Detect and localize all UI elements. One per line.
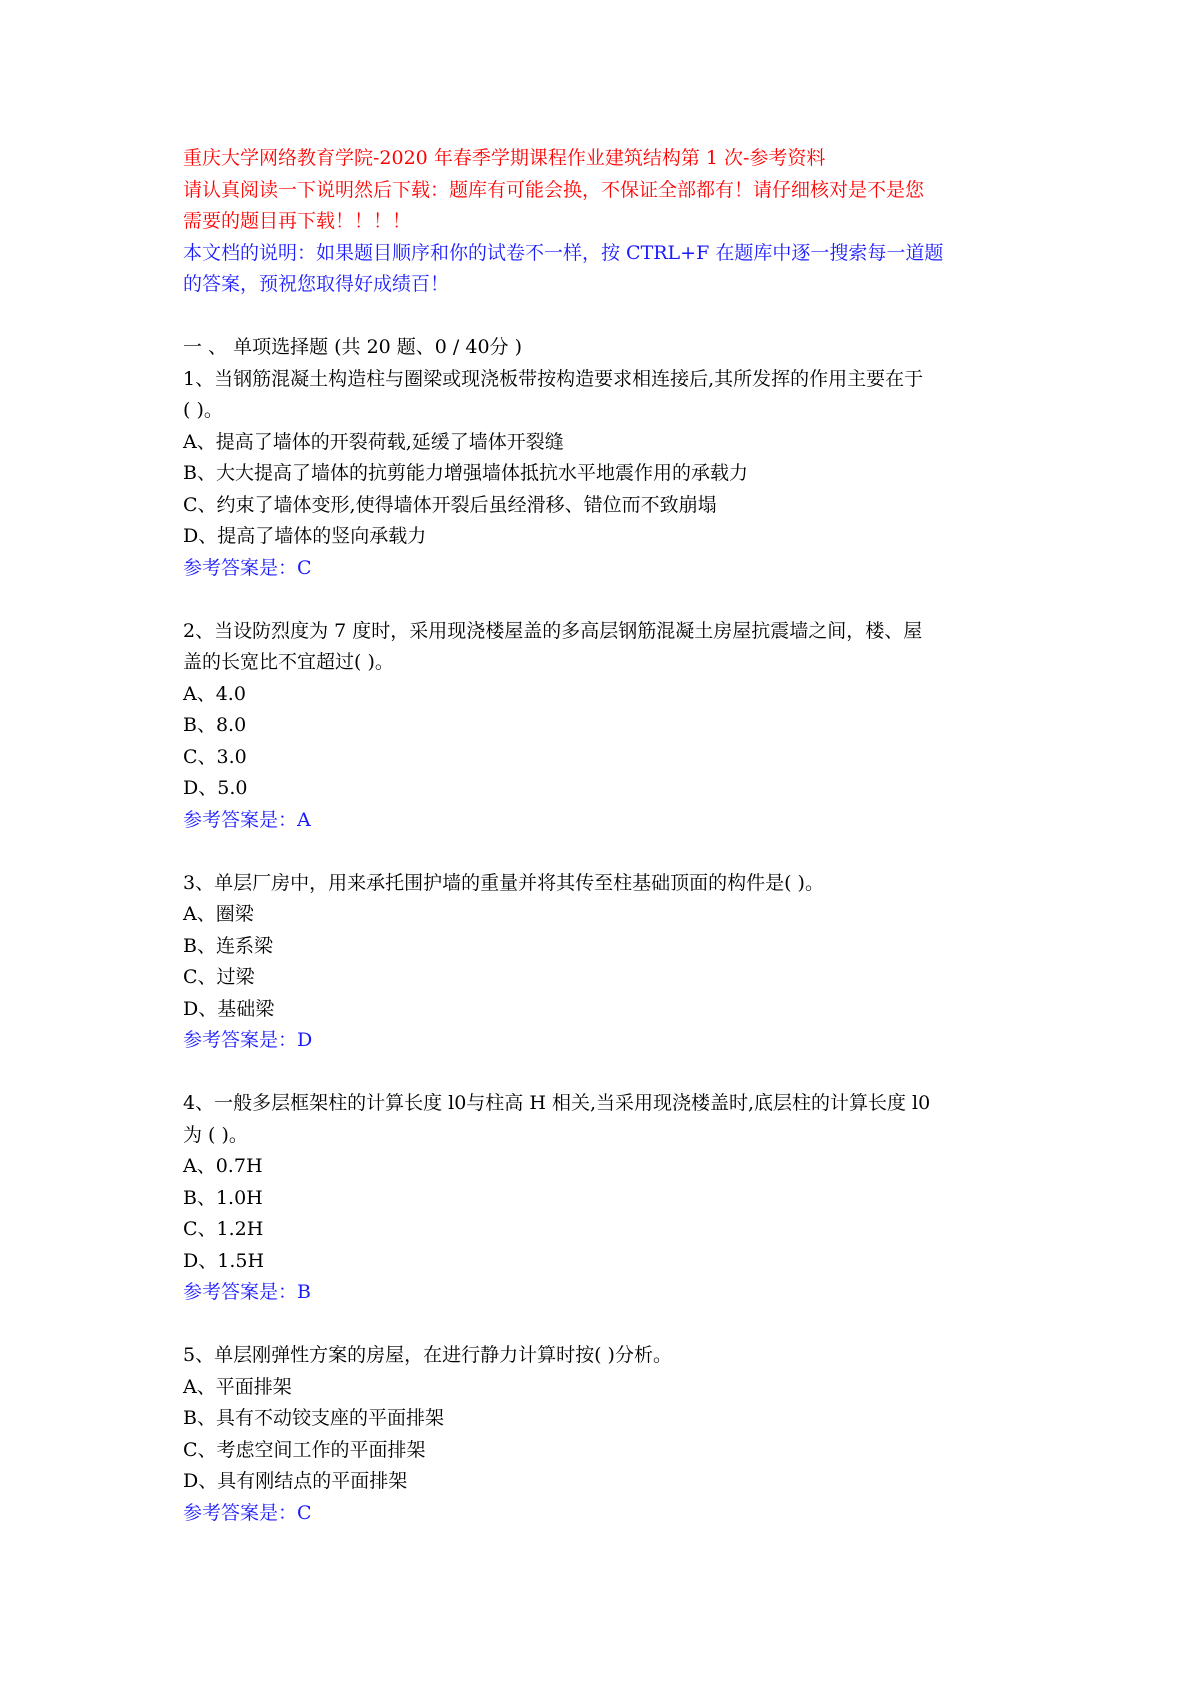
option-a: A、圈梁 [183,903,254,925]
option-b: B、1.0H [183,1186,263,1209]
download-notice-line-1: 请认真阅读一下说明然后下载：题库有可能会换，不保证全部都有！请仔细核对是不是您 [183,178,925,201]
reference-answer: 参考答案是：B [183,1281,311,1303]
option-a: A、4.0 [183,682,246,705]
option-d: D、5.0 [183,777,248,799]
spacer [183,1309,1013,1341]
reference-answer: 参考答案是：D [183,1029,313,1051]
option-c: C、3.0 [183,745,247,768]
question-stem-continued: ( )。 [183,399,223,421]
spacer [183,836,1013,868]
reference-answer: 参考答案是：A [183,808,311,831]
document-description-line-2: 的答案，预祝您取得好成绩百！ [183,273,450,295]
question-2 [183,616,1013,837]
question-stem: 5、单层刚弹性方案的房屋，在进行静力计算时按( )分析。 [183,1344,672,1366]
question-1 [183,364,1013,585]
option-c: C、约束了墙体变形,使得墙体开裂后虽经滑移、错位而不致崩塌 [183,493,717,516]
question-stem: 1、当钢筋混凝土构造柱与圈梁或现浇板带按构造要求相连接后,其所发挥的作用主要在于 [183,367,924,390]
option-d: D、具有刚结点的平面排架 [183,1470,408,1492]
option-c: C、过梁 [183,966,255,988]
option-a: A、提高了墙体的开裂荷载,延缓了墙体开裂缝 [183,430,564,453]
question-stem: 3、单层厂房中，用来承托围护墙的重量并将其传至柱基础顶面的构件是( )。 [183,871,824,894]
document-page [183,143,1013,1529]
spacer [183,584,1013,616]
option-d: D、1.5H [183,1249,265,1272]
option-b: B、8.0 [183,714,247,736]
question-stem: 2、当设防烈度为 7 度时，采用现浇楼屋盖的多高层钢筋混凝土房屋抗震墙之间，楼、屋 [183,619,923,642]
option-b: B、大大提高了墙体的抗剪能力增强墙体抵抗水平地震作用的承载力 [183,462,748,484]
option-d: D、提高了墙体的竖向承载力 [183,525,427,547]
option-a: A、平面排架 [183,1375,292,1398]
document-title: 重庆大学网络教育学院-2020 年春季学期课程作业建筑结构第 1 次-参考资料 [183,147,826,169]
option-a: A、0.7H [183,1155,263,1177]
option-c: C、1.2H [183,1218,264,1240]
reference-answer: 参考答案是：C [183,556,312,579]
option-c: C、考虑空间工作的平面排架 [183,1438,426,1461]
question-5 [183,1340,1013,1529]
reference-answer: 参考答案是：C [183,1501,312,1524]
question-stem-continued: 为 ( )。 [183,1123,248,1146]
question-4 [183,1088,1013,1309]
option-b: B、连系梁 [183,934,273,957]
download-notice-line-2: 需要的题目再下载！！！！ [183,210,412,232]
option-d: D、基础梁 [183,997,275,1020]
question-stem: 4、一般多层框架柱的计算长度 l0与柱高 H 相关,当采用现浇楼盖时,底层柱的计算长度 l0 [183,1092,931,1114]
spacer [183,301,1013,333]
question-stem-continued: 盖的长宽比不宜超过( )。 [183,651,394,673]
spacer [183,1057,1013,1089]
option-b: B、具有不动铰支座的平面排架 [183,1407,444,1429]
section-heading: 一 、 单项选择题 (共 20 题、0 / 40分 ) [183,336,522,358]
document-description-line-1: 本文档的说明：如果题目顺序和你的试卷不一样，按 CTRL+F 在题库中逐一搜索每一道题 [183,241,944,264]
question-3 [183,868,1013,1057]
